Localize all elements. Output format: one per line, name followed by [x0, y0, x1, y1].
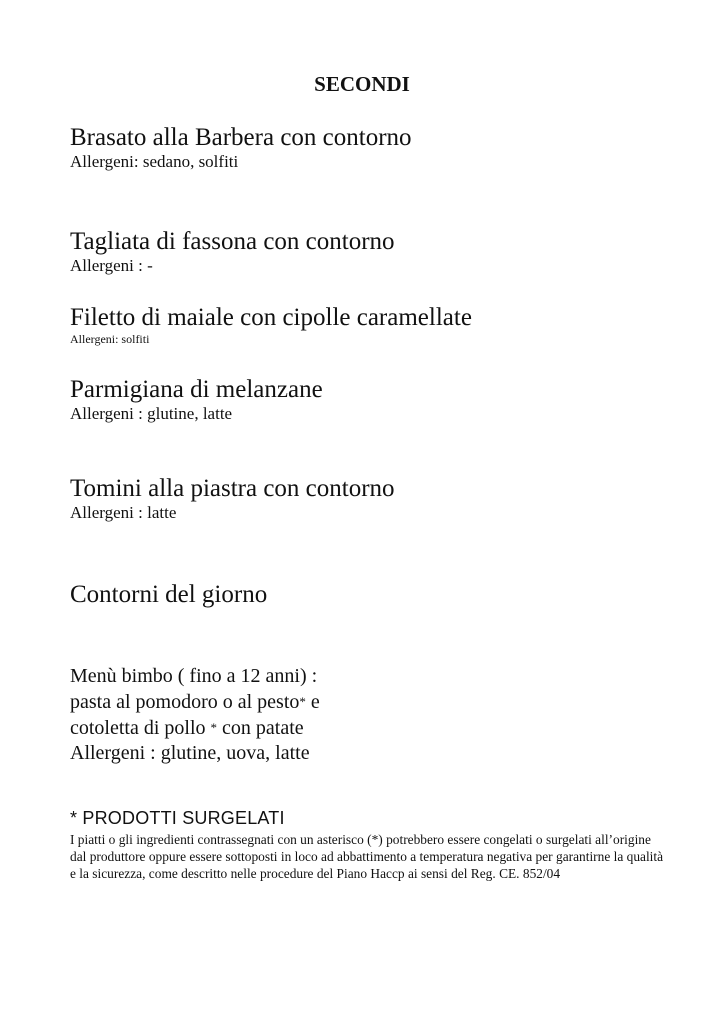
kids-menu: [70, 664, 690, 766]
kids-menu-allergens: Allergeni : glutine, uova, latte: [70, 742, 310, 764]
dish-name: Filetto di maiale con cipolle caramellate: [70, 304, 472, 331]
menu-item-parmigiana: [70, 376, 690, 424]
dish-name: Parmigiana di melanzane: [70, 376, 323, 403]
menu-item-tomini: [70, 475, 690, 523]
menu-item-tagliata: [70, 228, 690, 276]
kids-menu-title: Menù bimbo ( fino a 12 anni) :: [70, 665, 318, 687]
frozen-note-title: * PRODOTTI SURGELATI: [70, 808, 285, 828]
dish-name: Tomini alla piastra con contorno: [70, 475, 395, 502]
dish-allergens: Allergeni: solfiti: [70, 332, 150, 346]
asterisk-mark: *: [210, 720, 218, 735]
frozen-note-text: I piatti o gli ingredienti contrassegnati con un asterisco (*) potrebbero essere congelati o surgelati all’origine dal produttore oppure essere sottoposti in loco ad abbattimento a temperatura negativa per garantirne la qualità e la sicurezza, come descritto nelle procedure del Piano Haccp ai sensi del Reg. CE. 852/04: [70, 832, 664, 881]
dish-allergens: Allergeni : -: [70, 256, 153, 275]
dish-allergens: Allergeni : glutine, latte: [70, 404, 233, 423]
dish-allergens: Allergeni: sedano, solfiti: [70, 152, 239, 171]
dish-name: Tagliata di fassona con contorno: [70, 228, 395, 255]
menu-item-filetto: [70, 304, 690, 347]
frozen-products-note: [70, 807, 670, 882]
section-title: SECONDI: [314, 72, 410, 96]
kids-menu-second-course: cotoletta di pollo * con patate: [70, 717, 304, 739]
asterisk-mark: *: [299, 694, 306, 709]
dish-allergens: Allergeni : latte: [70, 503, 177, 522]
menu-item-brasato: [70, 124, 690, 172]
menu-item-contorni: [70, 581, 690, 609]
dish-name: Brasato alla Barbera con contorno: [70, 124, 412, 151]
kids-menu-first-course: pasta al pomodoro o al pesto* e: [70, 691, 320, 713]
dish-name: Contorni del giorno: [70, 581, 268, 608]
